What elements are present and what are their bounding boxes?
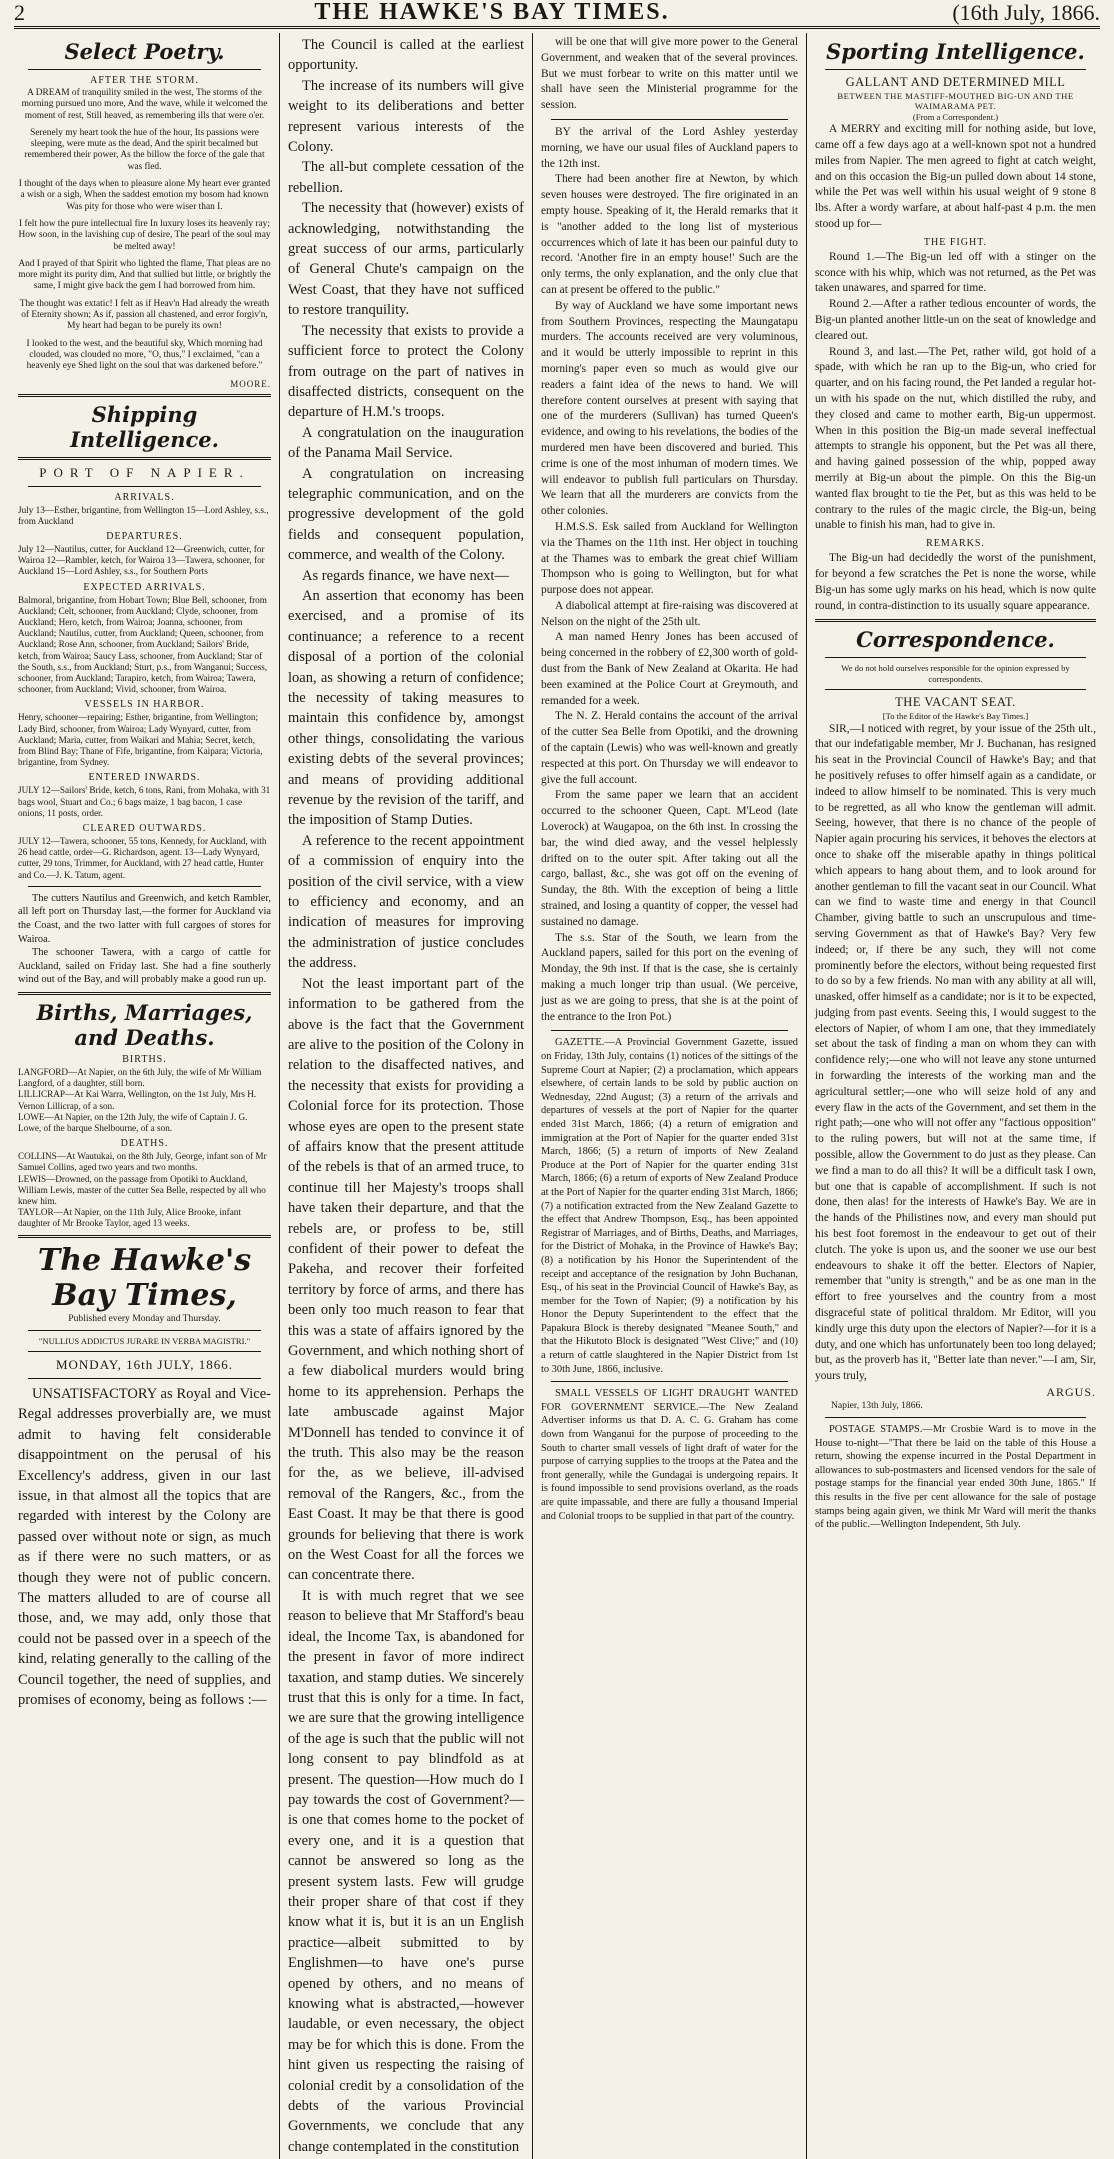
remarks-paragraph: The Big-un had decidedly the worst of the punishment, for beyond a few scratches the Pet is none the worse, while Big-un has some ugly marks on his head, which is now quite round, in contra-distinction to its usually square appearance.	[815, 552, 1096, 612]
birth-notice: LANGFORD—At Napier, on the 6th July, the wife of Mr William Langford, of a daughter, still born.	[18, 1066, 262, 1089]
poem-stanza: The thought was extatic! I felt as if Heav'n Had already the wreath of Eternity shown; As if, passion all chastened, and error forgiv'n, My heart had began to be purely its own!	[19, 298, 270, 332]
header-date: (16th July, 1866.	[952, 0, 1100, 25]
letter-editor-line: [To the Editor of the Hawke's Bay Times.]	[882, 711, 1029, 722]
motto: "NULLIUS ADDICTUS JURARE IN VERBA MAGISTRI."	[38, 1335, 251, 1346]
port-heading: PORT OF NAPIER.	[39, 464, 250, 480]
news-paragraph: The s.s. Star of the South, we learn from the Auckland papers, sailed for this port on the evening of Monday, the 9th inst. If that is the case, she is certainly making a much longer trip than usual. (We perceive, just as we are going to press, that she is at the point of the entrance to the Iron Pot.)	[541, 931, 798, 1023]
deaths-heading: DEATHS.	[120, 1138, 169, 1150]
arrivals-list: July 13—Esther, brigantine, from Wellington 15—Lord Ashley, s.s., from Auckland	[18, 504, 269, 526]
leader-paragraph: A congratulation on the inauguration of the Panama Mail Service.	[288, 424, 524, 462]
letter-signature: ARGUS.	[1046, 1385, 1096, 1400]
poem-stanza: Serenely my heart took the hue of the hour, Its passions were sleeping, were mute as the dead, And the spirit becalmed but remembered their power, As the billow the force of the gale that was fled.	[24, 127, 265, 172]
leader-paragraph: The all-but complete cessation of the rebellion.	[288, 159, 524, 196]
shipping-note: The cutters Nautilus and Greenwich, and ketch Rambler, all left port on Thursday last,—the former for Auckland via the Coast, and the two latter with full cargoes of stores for Wairoa.	[18, 892, 271, 945]
leader-paragraph: A reference to the recent appointment of a commission of enquiry into the position of the civil service, with a view to efficiency and economy, and an indication of measures for improving the administration of justice concludes the address.	[288, 832, 524, 972]
news-paragraph: A diabolical attempt at fire-raising was discovered at Nelson on the night of the 25th ult.	[541, 599, 798, 628]
gazette-paragraph: GAZETTE.—A Provincial Government Gazette, issued on Friday, 13th July, contains (1) notices of the sittings of the Supreme Court at Napier; (2) a proclamation, which appears elsewhere, of certain lands to be sold by public auction on Wednesday, 22nd August; (3) a return of the arrivals and departures of vessels at the port of Napier for the quarter ended 31st March, 1866; (4) a return of emigration and immigration at the Port of Napier for the quarter ended 31st March, 1866; (5) a return of imports of New Zealand Produce at the Port of Napier for the quarter ending 31st March, 1866; (6) a return of exports of New Zealand Produce at the Port of Napier for the quarter ending 31st March, 1866; (7) a notification extracted from the New Zealand Gazette to the effect that Andrew Thompson, Esq., has been appointed Registrar of Marriages, and of Births, Deaths, and Marriages, for the District of Mohaka, in the Province of Hawke's Bay; (8) a notification by his Honor the Superintendent of the receipt and acceptance of the resignation by John Buchanan, Esq., of his seat in the Provincial Council of Hawke's Bay, as member for the Town of Napier; (9) a notification by his Honor the Deputy Superintendent to the effect that the Papakura Block is thereby designated "Meanee South," and that the Hikutoto Block is designated "West Clive;" and (10) a return of cattle slaughtered in the Napier District from 1st to 30th June, 1866, inclusive.	[541, 1037, 798, 1375]
sporting-headline: GALLANT AND DETERMINED MILL	[845, 75, 1066, 89]
news-paragraph: From the same paper we learn that an accident occurred to the schooner Queen, Capt. M'Leod (late Loverock) at Waugapoa, on the 6th inst. In crossing the bar, the wind died away, and the vessel helplessly drifted on to the outer spit. After taking out all the cargo, ballast, &c., she was got off on the evening of Sunday, the 8th. With the exception of being a little strained, and losing a quantity of copper, the vessel had sustained no damage.	[541, 789, 798, 928]
masthead	[14, 0, 1100, 29]
column-4	[807, 33, 1104, 2159]
death-notice: COLLINS—At Wautukai, on the 8th July, George, infant son of Mr Samuel Collins, aged two years and two months.	[18, 1151, 267, 1173]
birth-notice: LOWE—At Napier, on the 12th July, the wife of Captain J. G. Lowe, of the barque Shelbourne, of a son.	[18, 1111, 248, 1133]
death-notice: TAYLOR—At Napier, on the 11th July, Alice Brooke, infant daughter of Mr Brooke Taylor, aged 13 weeks.	[18, 1207, 241, 1229]
sporting-byline: (From a Correspondent.)	[912, 111, 999, 122]
fight-round: Round 1.—The Big-un led off with a stinger on the sconce with his whip, which was not returned, as the Pet was taken unawares, and sparred for time.	[815, 250, 1096, 295]
departures-heading: DEPARTURES.	[106, 530, 183, 542]
poem-stanza: A DREAM of tranquility smiled in the west, The storms of the morning pursued uno more, And the wave, while it welcomed the moment of rest, Still heaved, as remembering ills that were o'er.	[21, 88, 268, 121]
sporting-intro: A MERRY and exciting mill for nothing aside, but love, came off a few days ago at a well-known spot not a hundred miles from Napier. The men agreed to fight at catch weight, and on this occasion the Big-un pulled down about 14 stone, while the Pet was well within his usual weight of 9 stone 8 lbs. After a wordy warfare, at about half-past 4 p.m. the men stood up for—	[815, 123, 1096, 230]
leader-paragraph: The necessity that (however) exists of acknowledging, notwithstanding the great success of our arms, particularly of General Chute's campaign on the West Coast, that they have not sufficed to restore tranquility.	[288, 200, 524, 319]
letter-title: THE VACANT SEAT.	[895, 695, 1016, 710]
column-3	[533, 33, 807, 2159]
outwards-list: JULY 12—Tawera, schooner, 55 tons, Kennedy, for Auckland, with 26 head cattle, order—G. Richardson, agent. 13—Lady Wynyard, cutter, 29 tons, Trimmer, for Auckland, with 27 head cattle, Hunter and Co.—J. K. Tatum, agent.	[18, 836, 267, 880]
poem-stanza: I thought of the days when to pleasure alone My heart ever granted a wish or a sigh, When the saddest emotion my bosom had known Was pity for those who were wiser than I.	[18, 179, 271, 212]
sporting-subhead: BETWEEN THE MASTIFF-MOUTHED BIG-UN AND THE WAIMARAMA PET.	[837, 91, 1074, 112]
letter-body: SIR,—I noticed with regret, by your issue of the 25th ult., that our indefatigable member, Mr J. Buchanan, has resigned his seat in the Provincial Council of Hawke's Bay; and that he positively refuses to offer himself again as a candidate, or indeed to allow himself to be nominated. This is very much to be regretted, as all who know the gentleman will admit. Seeing, however, that there is no chance of the people of Napier again procuring his services, it behoves the electors at once to shake off the miserable apathy in things political which appears to hang about them, and to look around for another gentleman to fill the vacant seat in our Council. What can we find to waste time and energy in that Council Chamber, giving battle to such an unscrupulous and time-serving Government as that of Hawke's Bay? Very few indeed; or, if there be any such, they will not come prominently before the electors, without being requested first to do so by a few friends. No man with any ability at all will, unasked, offer himself as a candidate; nor is it to be expected, judging from past events. Seeing this, I would suggest to the electors of Napier, of whom I am one, that they immediately set about the task of finding a man on whom they can with confidence rely;—one who will not leave any stone unturned in forwarding the interests of the working man and the agricultural settler;—one who will seize hold of any and every flaw in the acts of the Government, and set them in the right path;—one who will not offer any "factious opposition" to the ruling powers, but will not at the same time, if possible, allow the Government to do just as they please. Can we find a man to do all this? It will be a difficult task I own, but one that is capable of accomplishment. If such is not done, then alas! for the interests of Hawke's Bay. We are in the hands of the Philistines now, and every man should put his best foot foremost in the endeavour to get out of their clutch. The yoke is upon us, and the sooner we use our best endeavours to shake it off the better. Electors of Napier, remember that "unity is strength," and be as one man in the effort to free yourselves and the country from a most disgraceful state of political thraldom. Mr Editor, will you kindly urge this duty upon the electors of Napier?—for it is a duty, and one which has unfortunately been too long delayed; but, as the proverb has it, "Better late than never."—I am, Sir, yours truly,	[815, 722, 1096, 1383]
leader-paragraph: will be one that will give more power to the General Government, and weaken that of the several provinces. But we must forbear to write on this matter until we shall have seen the Ministerial programme for the session.	[541, 36, 798, 112]
departures-list: July 12—Nautilus, cutter, for Auckland 12—Greenwich, cutter, for Wairoa 12—Rambler, ketch, for Wairoa 13—Tawera, schooner, for Auckland 15—Lord Ashley, s.s., for Southern Ports	[18, 543, 265, 577]
postage-paragraph: POSTAGE STAMPS.—Mr Crosbie Ward is to move in the House to-night—"That there be laid on the table of this House a return, showing the expense incurred in the Postal Department in allowances to sub-postmasters and licensed vendors for the sale of postage stamps for the financial year ended 30th June, 1865." If this results in the five per cent allowance for the sale of postage stamps being again given, we think Mr Ward will merit the thanks of the public.—Wellington Independent, 5th July.	[815, 1424, 1096, 1531]
leader-paragraph: The increase of its numbers will give weight to its deliberations and better represent various interests of the Colony.	[288, 77, 524, 156]
inwards-heading: ENTERED INWARDS.	[88, 772, 201, 784]
paper-title: THE HAWKE'S BAY TIMES.	[314, 0, 670, 25]
death-notice: LEWIS—Drowned, on the passage from Opotiki to Auckland, William Lewis, master of the cutter Sea Belle, respected by all who knew him.	[18, 1173, 266, 1206]
fight-round: Round 3, and last.—The Pet, rather wild, got hold of a spade, with which he ran up to the Big-un, who cried for quarter, and on his facing round, the Pet landed a regular hot-un with his spade on the nut, which distilled the ruby, and they closed and came to mother earth, Big-un uppermost. When in this position the Big-un made several ineffectual attempts to strangle his opponent, but the Pet was all there, and having gained possession of the whip, popped away merrily at Big-un about the pimple. On this the Big-un wanted flax brought to tie the Pet, but as this was held to be contrary to the rules of the magic circle, the Big-un, being unable to finish his man, had to give in.	[815, 345, 1096, 532]
column-1	[10, 33, 280, 2159]
poetry-section-title: Select Poetry.	[64, 39, 225, 64]
column-2	[280, 33, 533, 2159]
poem-author: MOORE.	[230, 378, 271, 389]
news-paragraph: The N. Z. Herald contains the account of the arrival of the cutter Sea Belle from Opotiki, and the drowning of the captain (Lewis) who was well-known and greatly respected at this port. On Thursday we will endeavor to give the full account.	[541, 710, 798, 786]
poem	[18, 88, 271, 373]
news-paragraph: BY the arrival of the Lord Ashley yesterday morning, we have our usual files of Auckland papers to the 12th inst.	[541, 125, 798, 170]
inwards-list: JULY 12—Sailors' Bride, ketch, 6 tons, Rani, from Mohaka, with 31 bags wool, Stuart and Co.; 6 bags maize, 1 bag bacon, 1 case onions, 11 posts, order.	[18, 785, 271, 818]
leader-paragraph: Not the least important part of the information to be gathered from the above is the fact that the Government are alive to the position of the Colony in relation to the disaffected natives, and the necessity that exists for providing a Colonial force for its protection. Those whose eyes are open to the present state of affairs know that the present attitude of the rebels is that of an armed truce, to continue till her Majesty's troops shall have taken their departure, and that the rebels are, or profess to be, still confident of their power to defeat the Pakeha, and recover their forfeited territory by force of arms, and there has been only too much reason to fear that this was a state of affairs ignored by the Government, and which nothing short of a few diabolical murders would bring home to its apprehension. Perhaps the late ambuscade against Major M'Donnell has tended to convince it of the truth. This also may be the reason for the, as we believe, ill-advised removal of the Rangers, &c., from the East Coast. It may be that there is good grounds for believing that there is work on the West Coast for all the forces we can concentrate there.	[288, 975, 524, 1584]
news-paragraph: There had been another fire at Newton, by which seven houses were destroyed. The fire originated in an empty house. Speaking of it, the Herald remarks that it is "another added to the long list of mysterious occurrences which of late it has been our painful duty to record. 'Another fire in an empty house!' Such are the only terms, the only explanation, and the only clue that can at present be offered to the public."	[541, 173, 798, 296]
birth-notice: LILLICRAP—At Kai Warra, Wellington, on the 1st July, Mrs H. Vernon Lillicrap, of a son.	[18, 1089, 257, 1111]
leader-paragraph: As regards finance, we have next—	[302, 567, 509, 584]
sporting-section-title: Sporting Intelligence.	[826, 39, 1085, 64]
leader-paragraph: The Council is called at the earliest opportunity.	[288, 37, 524, 74]
leader-paragraph: An assertion that economy has been exercised, and a promise of its continuance; a reference to a recent disposal of a portion of the colonial loan, as showing a return of confidence; the necessity of taking measures to maintain this confidence by, amongst other things, consolidating the various existing debts of the several provinces; and means of providing additional revenue by the revision of the tariff, and the imposition of Stamp Duties.	[288, 587, 524, 829]
bmd-section-title: Births, Marriages, and Deaths.	[36, 999, 253, 1050]
correspondence-disclaimer: We do not hold ourselves responsible for the opinion expressed by correspondents.	[841, 663, 1070, 684]
nameplate: The Hawke's Bay Times,	[37, 1242, 252, 1313]
small-vessels-paragraph: SMALL VESSELS OF LIGHT DRAUGHT WANTED FOR GOVERNMENT SERVICE.—The New Zealand Advertiser informs us that D. A. C. G. Graham has come down from Wanganui for the purpose of proceeding to the South to charter small vessels of light draft of water for the purpose of carrying supplies to the troops at the Patea and the front generally, while the Gundagai is undergoing repairs. It is found impossible to send provisions overland, as the roads are quite impassable, and there are fully a thousand Imperial and Colonial troops to be supplied in that part of the country.	[541, 1388, 798, 1522]
news-paragraph: By way of Auckland we have some important news from Southern Provinces, respecting the Maungatapu murders. The accounts received are very voluminous, and it would be utterly impossible to reprint in this morning's paper even so much as would give our readers a faint idea of the news to hand. We will therefore content ourselves at present with saying that one of the murderers (Sullivan) has turned Queen's evidence, and owing to his revelations, the bodies of the murdered men have been discovered and buried. This crime is one of the most inhuman of modern times. We will endeavor to publish full particulars on Thursday. We learn that all the murderers are convicts from the other colonies.	[541, 299, 798, 518]
leader-paragraph: It is with much regret that we see reason to believe that Mr Stafford's beau ideal, the Income Tax, is abandoned for the present in favor of more indirect taxation, and stamp duties. We sincerely trust that this is only for a time. In fact, we are sure that the growing intelligence of the age is such that the public will not long consent to pay blindfold as at present. The question—How much do I pay towards the cost of Government?—is one that comes home to the pocket of every one, and it is a question that cannot be answered so long as the present system lasts. Few will grudge their proper share of that cost if they know what it is, but it is an un English practice—albeit submitted to by Englishmen—to have one's purse opened by others, and no means of knowing what is abstracted,—however laudable, or even necessary, the object may be for which this is done. From the hint given us respecting the raising of colonial credit by a consolidation of the debts of the various Provincial Governments, we conclude that any change contemplated in the constitution	[288, 1587, 524, 2155]
harbor-heading: VESSELS IN HARBOR.	[84, 699, 205, 711]
issue-date: MONDAY, 16th JULY, 1866.	[55, 1357, 234, 1373]
shipping-note: The schooner Tawera, with a cargo of cattle for Auckland, sailed on Friday last. She had a fine southerly wind out of the Bay, and will probably make a good run up.	[18, 947, 271, 986]
leader-paragraph: UNSATISFACTORY as Royal and Vice-Regal addresses proverbially are, we must admit to having felt considerable disappointment on the perusal of his Excellency's address, given in our last issue, in that almost all the topics that are regarded with interest by the Colony are passed over without note or sign, as much as if there were no such matters, or as though they were not of public concern. The matters alluded to are of course all those, and, we may add, only those that could not be passed over in a speech of the kind, relating generally to the calling of the Council together, the need of supplies, and promises of economy, being as follows :—	[18, 1386, 271, 1709]
fight-round: Round 2.—After a rather tedious encounter of words, the Big-un planted another little-un on the seat of knowledge and cleared out.	[815, 298, 1096, 342]
publication-frequency: Published every Monday and Thursday.	[68, 1312, 221, 1324]
fight-heading: THE FIGHT.	[923, 236, 988, 248]
page-number: 2	[14, 0, 25, 25]
poem-stanza: I looked to the west, and the beautiful sky, Which morning had clouded, was clouded no more, "O, thus," I exclaimed, "can a heavenly eye Shed light on the soul that was darkened before."	[26, 338, 263, 372]
letter-dateline: Napier, 13th July, 1866.	[831, 1400, 923, 1412]
news-paragraph: H.M.S.S. Esk sailed from Auckland for Wellington via the Thames on the 11th inst. Her object in touching at the Thames was to embark the great chief William Thompson who is going to Wellington, but for what purpose does not appear.	[541, 520, 798, 597]
expected-heading: EXPECTED ARRIVALS.	[83, 581, 206, 593]
births-heading: BIRTHS.	[122, 1053, 167, 1065]
leader-paragraph: A congratulation on increasing telegraphic communication, and on the progressive development of the gold fields and consequent population, commerce, and wealth of the Colony.	[288, 465, 524, 564]
expected-list: Balmoral, brigantine, from Hobart Town; Blue Bell, schooner, from Auckland; Celt, schooner, from Auckland; Clyde, schooner, from Auckland; Hero, ketch, from Wairoa; Joanna, schooner, from Auckland; Nautilus, cutter, from Auckland; Queen, schooner, from Auckland; Rose Ann, schooner, from Auckland; Sailors' Bride, ketch, from Wairoa; Saucy Lass, schooner, from Auckland; Star of the South, s.s., from Auckland; Sturt, p.s., from Wanganui; Success, schooner, from Auckland; Tarapiro, ketch, from Wairoa; Tawera, schooner, from Auckland; Vivid, schooner, from Wairoa.	[18, 594, 268, 695]
poem-stanza: I felt how the pure intellectual fire In luxury loses its heavenly ray; How soon, in the lavishing cup of desire, The pearl of the soul may be melted away!	[18, 218, 271, 252]
poem-stanza: And I prayed of that Spirit who lighted the flame, That pleas are no more might its purity dim, And that sullied but little, or brightly the same, I might give back the gem I had borrowed from him.	[18, 258, 271, 292]
shipping-section-title: Shipping Intelligence.	[70, 401, 219, 452]
harbor-list: Henry, schooner—repairing; Esther, brigantine, from Wellington; Lady Bird, schooner, from Wairoa; Lady Wynyard, cutter, from Auckland; Maria, cutter, from Waikari and Mahia; Secret, ketch, from Blind Bay; Thane of Fife, brigantine, from Kaipara; Victoria, brigantine, from Sydney.	[18, 712, 263, 768]
arrivals-heading: ARRIVALS.	[114, 491, 175, 503]
news-paragraph: A man named Henry Jones has been accused of being concerned in the robbery of £2,300 worth of gold-dust from the Bank of New Zealand at Okarita. He had been examined at the Police Court at Greymouth, and remanded for a week.	[541, 631, 798, 707]
outwards-heading: CLEARED OUTWARDS.	[82, 823, 207, 834]
correspondence-section-title: Correspondence.	[856, 627, 1055, 653]
poem-title: AFTER THE STORM.	[90, 75, 199, 86]
remarks-heading: REMARKS.	[926, 538, 985, 550]
leader-paragraph: The necessity that exists to provide a sufficient force to protect the Colony from outrage on the part of natives in disaffected districts, consequent on the departure of H.M.'s troops.	[288, 322, 524, 421]
